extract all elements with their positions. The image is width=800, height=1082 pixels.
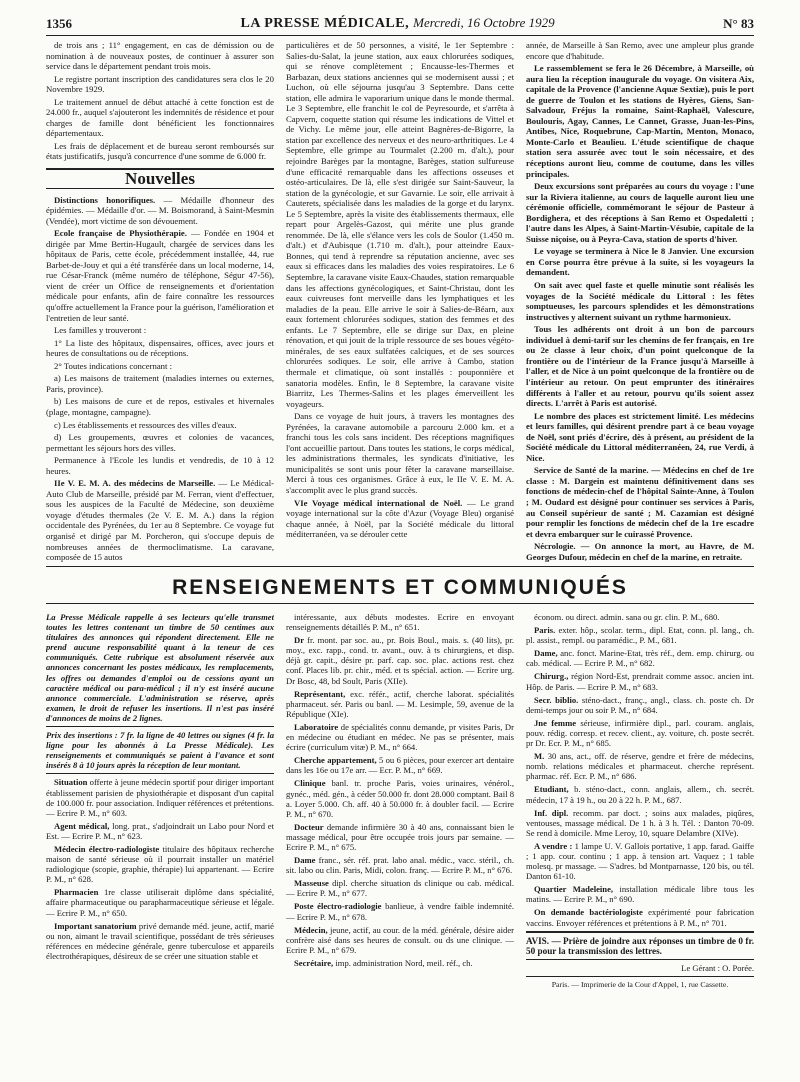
news-item: [46, 228, 274, 323]
ad-text: de spécialités connu demande, pr visites Paris, Dr en médecine ou étudiant en médec. Ne pas se présenter, mais écrire (curriculum vitæ) P. M., n° 664.: [286, 721, 514, 753]
ad-heading: M.: [534, 751, 545, 762]
divider: [46, 566, 754, 567]
ad-heading: Médecin,: [294, 924, 328, 935]
classified-ad: [286, 778, 514, 818]
paragraph: Le nombre des places est strictement limité. Les médecins et leurs familles, qui désirent prendre part à ce beau voyage de Noël, sont priés d'écrire, dès à présent, au président de la Société médicale du Littoral méditerranéen, 24, rue Verdi, à Nice.: [526, 410, 754, 463]
ad-text: exc. référ., actif, cherche laborat. spécialités pharmaceut. sér. Paris ou banl. — M. Lesimple, 59, avenue de la République (XIe).: [286, 688, 514, 719]
issue-number: N° 83: [723, 16, 754, 31]
page-header: [46, 10, 754, 36]
paragraph: On sait avec quel faste et quelle minutie sont réalisés les voyages de la Société médicale du Littoral : les fêtes somptueuses, les parcours splendides et les démonstrations instructives y alternent suivant un rythme harmonieux.: [526, 280, 754, 322]
classified-ad: [286, 755, 514, 775]
ad-heading: Jne femme: [534, 717, 577, 728]
paragraph: année, de Marseille à San Remo, avec une ampleur plus grande encore que d'habitude.: [526, 40, 754, 61]
ad-heading: Masseuse: [294, 878, 329, 889]
paragraph: Le registre portant inscription des candidatures sera clos le 20 Novembre 1929.: [46, 73, 274, 95]
ad-text: b. sténo-dact., conn. anglais, allem., ch. secrét. médecin, 17 à 19 h., ou 20 à 22 h. P. M., 687.: [526, 784, 754, 805]
ad-text: sténo-dact., franç., angl., class. ch. poste ch. Dr demi-temps jour ou soir P. M., n° 684.: [526, 694, 754, 715]
classified-ad: [286, 612, 514, 632]
item-heading: Nécrologie.: [534, 541, 576, 552]
classified-ad: [46, 921, 274, 961]
paragraph: Le voyage se terminera à Nice le 8 Janvier. Une excursion en Corse pourra être prévue à la suite, si les voyageurs la demandent.: [526, 246, 754, 278]
classified-ad: [286, 689, 514, 719]
ad-heading: Important sanatorium: [54, 920, 137, 931]
ad-text: demande infirmière 30 à 40 ans, connaissant bien le massage médical, pour être occupée trois jours par semaine. — Ecrire P. M., n° 675.: [286, 821, 514, 852]
paragraph: Les frais de déplacement et de bureau seront remboursés sur états justificatifs, jusqu'à concurrence d'une somme de 6.000 fr.: [46, 140, 274, 162]
classified-ad: [46, 887, 274, 917]
ad-heading: Dr: [294, 635, 305, 646]
ad-heading: Dame: [294, 855, 316, 866]
ad-text: recomm. par doct. ; soins aux malades, piqûres, ventouses, massage médical. De 1 h. à 3 h. Tél. : Danton 70-09. Se rend à domicile. Mme Leroy, 10, square Delambre (XIVe).: [526, 807, 754, 838]
ad-heading: Inf. dipl.: [534, 807, 569, 818]
news-column-3: [526, 40, 754, 562]
notice-text: La Presse Médicale rappelle à ses lecteurs qu'elle transmet toutes les lettres contenant un timbre de 50 centimes aux titulaires des annonces qui répondent directement. Elle ne prend aucune responsabilité quant à la teneur de ces communiqués. Cette rubrique est absolument réservée aux annonces concernant les postes médicaux, les remplacements, les offres ou demandes d'emploi ou de cessions ayant un caractère médical ou para-médical ; il n'y est inséré aucune annonce commerciale. L'administration se réserve, après examen, le droit de refuser les insertions. Il n'est pas inséré d'annonces de moins de 2 lignes.: [46, 612, 274, 727]
classified-ad: [526, 841, 754, 881]
journal-name: LA PRESSE MÉDICALE,: [240, 16, 410, 31]
paragraph: Permanence à l'Ecole les lundis et vendredis, de 10 à 12 heures.: [46, 455, 274, 476]
news-item: [526, 541, 754, 562]
ad-text: 1re classe utiliserait diplôme dans spécialité, affaire pharmaceutique ou parapharmaceutique sérieuse et légale. — Ecrire P. M., n° 650.: [46, 887, 274, 918]
ad-text: région Nord-Est, prendrait comme assoc. ancien int. Hôp. de Paris. — Ecrire P. M., n° 683.: [526, 671, 754, 692]
ad-text: imp. administration Nord, meil. réf., ch.: [335, 957, 473, 968]
classified-column-2: [286, 612, 514, 1074]
news-column-2: [286, 40, 514, 562]
classified-column-3: [526, 612, 754, 1074]
paragraph: Le rassemblement se fera le 26 Décembre, à Marseille, où aura lieu la réception inaugurale du voyage. On visitera Aix, capitale de la Provence (l'ancienne Aquæ Sextiæ), puis le port de guerre de Toulon et les stations de Hyères, Giens, San-Salvadour, Fréjus la romaine, Saint-Raphaël, Valescure, Boulouris, Agay, Cannes, Le Cannet, Grasse, Juan-les-Pins, Antibes, Nice, Roquebrune, Cap-Martin, Menton, Monaco, Monte-Carlo et Beaulieu. L'étude scientifique de chaque station sera assurée avec tout le soin nécessaire, et des réceptions auront lieu, comme de coutume, dans les villes principales.: [526, 63, 754, 179]
item-text: — On annonce la mort, au Havre, de M. Georges Dufour, médecin en chef de la marine, en retraite.: [526, 541, 754, 562]
ad-heading: Agent médical,: [54, 820, 110, 831]
printer-line: Paris. — Imprimerie de la Cour d'Appel, 1, rue Cassette.: [551, 979, 729, 989]
classified-ad: [526, 671, 754, 691]
classified-ad: [286, 901, 514, 921]
paragraph: Le traitement annuel de début attaché à cette fonction est de 24.000 fr., auquel s'ajouteront les indemnités de résidence et pour charges de famille dont bénéficient les fonctionnaires départementaux.: [46, 96, 274, 139]
pricing-text: Prix des insertions : 7 fr. la ligne de 40 lettres ou signes (4 fr. la ligne pour les abonnés à La Presse Médicale). Les renseignements et communiqués se paient à l'avance et sont insérés 8 à 10 jours après la réception de leur montant.: [46, 730, 274, 774]
ad-heading: Laboratoire: [294, 721, 339, 732]
ad-text: offerte à jeune médecin sportif pour diriger important établissement parisien de physiothérapie et disposant d'un capital de 100.000 fr. pour association. Indiquer références et prétentions. — Ecrire P. M., n° 603.: [46, 777, 274, 818]
item-heading: Ecole française de Physiothérapie.: [54, 228, 187, 239]
ad-heading: Dame,: [534, 648, 558, 659]
ad-text: expérimenté pour fabrication vaccins. Envoyer références et prétentions à P. M., n° 701.: [526, 907, 754, 928]
gerant-line: Le Gérant : O. Porée.: [526, 963, 754, 977]
ad-text: long. prat., s'adjoindrait un Labo pour Nord et Est. — Ecrire P. M., n° 623.: [46, 820, 274, 841]
page-number: 1356: [46, 16, 72, 31]
ad-text: installation médicale libre tous les matins. — Ecrire P. M., n° 690.: [526, 884, 754, 905]
classified-ad: [526, 695, 754, 715]
paragraph: particulières et de 50 personnes, a visité, le 1er Septembre : Salies-du-Salat, la jeune station, aux eaux chlorurées sodiques, qui se rénove complètement ; Encausse-les-Thermes et Barbazan, deux stations anciennes qui se modernisent aussi ; et Luchon, où elle séjourna jusqu'au 3 Septembre. Dans cette station, elle admira le vaporarium unique dans le monde thermal. Le 3 Septembre, elle franchit le col de Peyresourde, et s'arrêta à Capvern, coquette station qui résume les indications de Vittel et de Vichy. Le même jour, elle atteint Bagnères-de-Bigorre, la station par excellence des nerveux et des neuro-arthritiques. Le 4 Septembre, elle grimpe au Tourmalet (2.200 m. d'alt.), pour rejoindre Barèges par la montagne, Barèges, station sulfureuse d'une efficacité remarquable dans les affections osseuses et ostéo-articulaires. De là, elle s'est dirigée sur Saint-Sauveur, la station de la gynécologie, et sur Gavarnie. Le soir, elle arrivait à Cauterets, spécialisée dans les maladies de la gorge et du larynx. Le 5 Septembre, après la visite des établissements thermaux, elle repart pour Argelès-Gazost, qui mérite une plus grande renommée. De là, elle s'élance vers les cols de Soulor (1.450 m. d'alt.) et d'Aubisque (1.710 m. d'alt.), pour atteindre Eaux-Bonnes, qui tend à reprendre sa réputation ancienne, avec ses eaux si efficaces dans les maladies des voies respiratoires. Le 6 Septembre, la caravane visite Eaux-Chaudes, station remarquable dans les affections gynécologiques, et Saint-Christau, dont les eaux cuivreuses font merveille dans les lymphatiques et les maladies de la peau. Elle arrive le soir à Salies-de-Béarn, aux eaux fortement chlorurées sodiques, station des femmes et des enfants. Le 7 Septembre, elle se dirige sur Dax, en pleine rénovation, et qui jouit de la triple ressource de ses boues végéto-minérales, de ses eaux sulfatées calciques, et de ses sources chlorurées sodiques. Le soir, elle arrive à Cambo, station thermale et climatique, où sont installés : pouponnière et sanatoria modèles. Enfin, le 8 Septembre, la caravane visite Biarritz, Les Thermes-Salins et les plages émerveillent les voyageurs.: [286, 40, 514, 409]
classified-columns: [46, 612, 754, 1074]
ad-heading: Etudiant,: [534, 784, 569, 795]
news-item: [46, 195, 274, 227]
ad-heading: Clinique: [294, 778, 326, 789]
ad-heading: Cherche appartement,: [294, 755, 377, 766]
classified-ad: [526, 907, 754, 927]
classified-ad: [526, 808, 754, 838]
section-heading-nouvelles: Nouvelles: [46, 168, 274, 189]
ad-text: exter. hôp., scolar. term., dipl. Etat, conn. pl. lang., ch. pl. assist., rempl. ou paramédic., P. M., 681.: [526, 625, 754, 646]
ad-heading: Quartier Madeleine,: [534, 884, 614, 895]
paragraph: Dans ce voyage de huit jours, à travers les montagnes des Pyrénées, la caravane automobile a parcouru 2.000 km. et a franchi tous les cols sans incident. Des réceptions magnifiques l'ont accueillie partout. Dans toutes les stations, le corps médical, les administrations thermales, les syndicats d'initiative, les municipalités se sont unis pour fêter la caravane marseillaise. Merci à tous ces organismes. Grâce à eux, le IIe V. E. M. A. s'accomplit avec le plus grand succès.: [286, 411, 514, 495]
ad-text: anc. fonct. Marine-Etat, très réf., dem. emp. chirurg. ou cab. médical. — Ecrire P. M., n° 682.: [526, 648, 754, 669]
classified-ad: [46, 844, 274, 884]
classified-ad: [286, 635, 514, 685]
item-text: — Le grand voyage international sur la côte d'Azur (Voyage Bleu) organisé chaque année, à Noël, par la Société médicale du littoral méditerranéen, va se dérouler cette: [286, 497, 514, 540]
paragraph: Deux excursions sont préparées au cours du voyage : l'une sur la Riviera italienne, au cours de laquelle auront lieu une cérémonie officielle, commémorant le séjour de Pasteur à Bordighera, et des réceptions à San Remo et Ospedaletti ; l'autre dans les Alpes, à Saint-Martin-Vésubie, capitale de la Suisse niçoise, ou à Peyra-Cava, station de sports d'hiver.: [526, 181, 754, 244]
list-item: b) Les maisons de cure et de repos, estivales et hivernales (plage, montagne, campagne).: [46, 396, 274, 417]
item-heading: Service de Santé de la marine.: [534, 465, 649, 476]
ad-text: 5 ou 6 pièces, pour exercer art dentaire dans les 16e ou 17e arr. — Ecr. P. M., n° 669.: [286, 755, 514, 776]
classified-ad: [46, 777, 274, 817]
item-text: — Fondée en 1904 et dirigée par Mme Bertin-Hugault, chargée de services dans les hôpitaux de Paris, cette école, précédemment installée, 44, rue Barbet-de-Jouy et qui a été transférée dans un local moderne, 14, rue César-Franck (même numéro de téléphone, Ségur 47-56), vient de créer un Office de renseignements et d'orientation médicale pour enfants, afin de faire connaître les ressources qu'offre actuellement la France pour la guérison, l'amélioration et l'entretien de leur santé.: [46, 228, 274, 323]
ad-text: fr. mont. par soc. au., pr. Bois Boul., mais. s. (40 lits), pr. moy., exc. rapp., cond. tr. avant., ouv. à ts chirurgiens, et disp. déjà gr. capit., désire pr. parf. cap. soc. plac. actions rest. chez conf. Places lib. pr. chir., méd. et ts spécial. action. — Ecrire urg. Dr Bosc, 48, bd Soult, Paris (XIIe).: [286, 635, 514, 686]
ad-heading: Paris.: [534, 625, 556, 636]
ad-text: banl. tr. proche Paris, voies urinaires, vénérol., gynéc., méd. gén., à céder 50.000 fr. dont 28.000 comptant. Bail 8 a. Loyer 5.000. Ch. aff. 40 à 50.000 fr. à doubler facil. — Ecrire P. M., n° 670.: [286, 778, 514, 819]
list-item: c) Les établissements et ressources des villes d'eaux.: [54, 419, 237, 430]
ad-heading: Situation: [54, 777, 88, 788]
ad-heading: A vendre :: [534, 840, 573, 851]
classified-ad: [526, 612, 754, 622]
item-text: — Le Médical-Auto Club de Marseille, présidé par M. Ferran, vient d'effectuer, sous les auspices de la Faculté de Médecine, son deuxième voyage d'études thermales (2e V. E. M. A.) dans la région occidentale des Pyrénées, du 1er au 8 Septembre. Ce voyage fut organisé et dirigé par M. Porcheron, qui s'occupe depuis de nombreuses années de thermoclimatisme. La caravane, composée de 15 autos: [46, 478, 274, 562]
classified-ad: [286, 822, 514, 852]
ad-heading: Poste électro-radiologie: [294, 901, 382, 912]
classified-ad: [286, 855, 514, 875]
list-item: a) Les maisons de traitement (maladies internes ou externes, Paris, province).: [46, 373, 274, 394]
item-heading: Distinctions honorifiques.: [54, 194, 156, 205]
item-text: — Médaille d'honneur des épidémies. — Médaille d'or. — M. Boismorand, à Saint-Mesmin (Vendée), mort victime de son dévouement.: [46, 194, 274, 226]
list-item: 2° Toutes indications concernant :: [54, 360, 173, 371]
ad-text: franc., sér. réf. prat. labo anal. médic., vacc. stéril., ch. sit. labo ou clin. Paris, Midi, colon. franç. — Ecrire P. M., n° 676.: [286, 855, 514, 876]
ad-heading: Docteur: [294, 821, 324, 832]
ad-text: jeune, actif, au cour. de la méd. générale, désire aider confrère aisé dans ses heures de consult. ou ds une clinique. — Ecrire P. M., n° 679.: [286, 924, 514, 955]
ad-heading: Secrétaire,: [294, 957, 334, 968]
ad-heading: Médecin électro-radiologiste: [54, 843, 160, 854]
ad-heading: Chirurg.,: [534, 671, 569, 682]
ad-text: intéressante, aux débuts modestes. Ecrire en envoyant renseignements détaillés P. M., n° 651.: [286, 612, 514, 633]
classified-list: [526, 612, 754, 928]
ad-heading: Secr. biblio.: [534, 694, 579, 705]
item-heading: VIe Voyage médical international de Noël.: [294, 497, 463, 508]
divider: [46, 603, 754, 604]
ad-text: privé demande méd. jeune, actif, marié ou non, aimant le travail scientifique, possédant de très sérieuses références en médecine générale, genre tuberculose et appareils électrothérapiques, désireux de se créer une situation stable et: [46, 920, 274, 961]
classified-ad: [286, 722, 514, 752]
item-heading: IIe V. E. M. A. des médecins de Marseille.: [54, 478, 216, 489]
classified-ad: [286, 958, 514, 968]
ad-text: titulaire des hôpitaux recherche maison de santé sérieuse où il pourrait installer un matériel radiologique (scopie, graphie, thérapie) lui appartenant. — Ecrire P. M., n° 628.: [46, 843, 274, 885]
classified-ad: [526, 884, 754, 904]
item-text: — Médecins en chef de 1re classe : M. Dargein est maintenu définitivement dans ses fonctions de médecin-chef de l'hôpital Sainte-Anne, à Toulon ; M. Oudard est désigné pour continuer ses services à Paris, au Conseil supérieur de santé ; M. Cazamian est désigné pour remplir les fonctions de médecin chef de la 1re escadre et devra embarquer sur le cuirassé Provence.: [526, 465, 754, 539]
classified-ad: [286, 878, 514, 898]
paragraph: Tous les adhérents ont droit à un bon de parcours individuel à demi-tarif sur les chemins de fer français, en 1re ou 2e classe à leur choix, d'un point quelconque de la frontière ou de l'intérieur de la France jusqu'à Marseille à l'aller, et de Nice à un point quelconque de la frontière ou de l'intérieur au retour. On peut emprunter des itinéraires différents à l'aller et au retour, pourvu qu'ils soient assez directs. L'arrêt à Paris est autorisé.: [526, 324, 754, 409]
ad-heading: On demande bactériologiste: [534, 907, 643, 918]
news-column-1: [46, 40, 274, 562]
paragraph: Les familles y trouveront :: [54, 325, 147, 336]
news-item: [46, 478, 274, 562]
ad-text: dipl. cherche situation ds clinique ou cab. médical. — Ecrire P. M., n° 677.: [286, 878, 514, 899]
news-item: [526, 465, 754, 539]
classified-ad: [526, 751, 754, 781]
ad-heading: Représentant,: [294, 688, 346, 699]
avis-notice: AVIS. — Prière de joindre aux réponses un timbre de 0 fr. 50 pour la transmission des lettres.: [526, 931, 754, 960]
classified-ad: [46, 821, 274, 841]
section-heading-renseignements: RENSEIGNEMENTS ET COMMUNIQUÉS: [172, 576, 628, 599]
classified-ad: [286, 925, 514, 955]
news-columns: [46, 40, 754, 562]
classified-column-1: [46, 612, 274, 1074]
ad-text: 1 lampe U. V. Gallois portative, 1 app. farad. Gaiffe ; 1 app. cour. continu ; 1 app. à tension art. Vaquez ; 1 table molesq. pr massage. — S'adres. bd Montparnasse, 120 bis, ou tél. Danton 61-10.: [526, 840, 754, 882]
paragraph: de trois ans ; 11° engagement, en cas de démission ou de nomination à de nouveaux postes, de continuer à assurer son service dans le département pendant trois mois.: [46, 40, 274, 72]
classified-ad: [526, 784, 754, 804]
news-item: [286, 498, 514, 540]
classified-ad: [526, 625, 754, 645]
classified-ad: [526, 648, 754, 668]
issue-date: Mercredi, 16 Octobre 1929: [413, 15, 555, 30]
classified-ad: [526, 718, 754, 748]
list-item: 1° La liste des hôpitaux, dispensaires, offices, avec jours et heures de consultations ou de réceptions.: [46, 337, 274, 359]
ad-text: économ. ou direct. admin. sana ou gr. clin. P. M., 680.: [534, 612, 720, 622]
ad-text: banlieue, à vendre faible indemnité. — Ecrire P. M., n° 678.: [286, 901, 514, 922]
journal-title: [241, 15, 555, 32]
ad-text: 30 ans, act., off. de réserve, gendre et frère de médecins, nomb. relations médicales et pharmaceut. cherche représent. pharmac. réf. Ecr. P. M., n° 686.: [526, 751, 754, 782]
ad-heading: Pharmacien: [54, 887, 99, 898]
ad-text: sérieuse, infirmière dipl., parl. couram. anglais, pouv. rédig. corresp. et recev. client., ay. voiture, ch. poste secrét. pr Dr. Ecr. P. M., n° 685.: [526, 717, 754, 749]
list-item: d) Les groupements, œuvres et colonies de vacances, permettant les séjours hors des villes.: [46, 432, 274, 453]
